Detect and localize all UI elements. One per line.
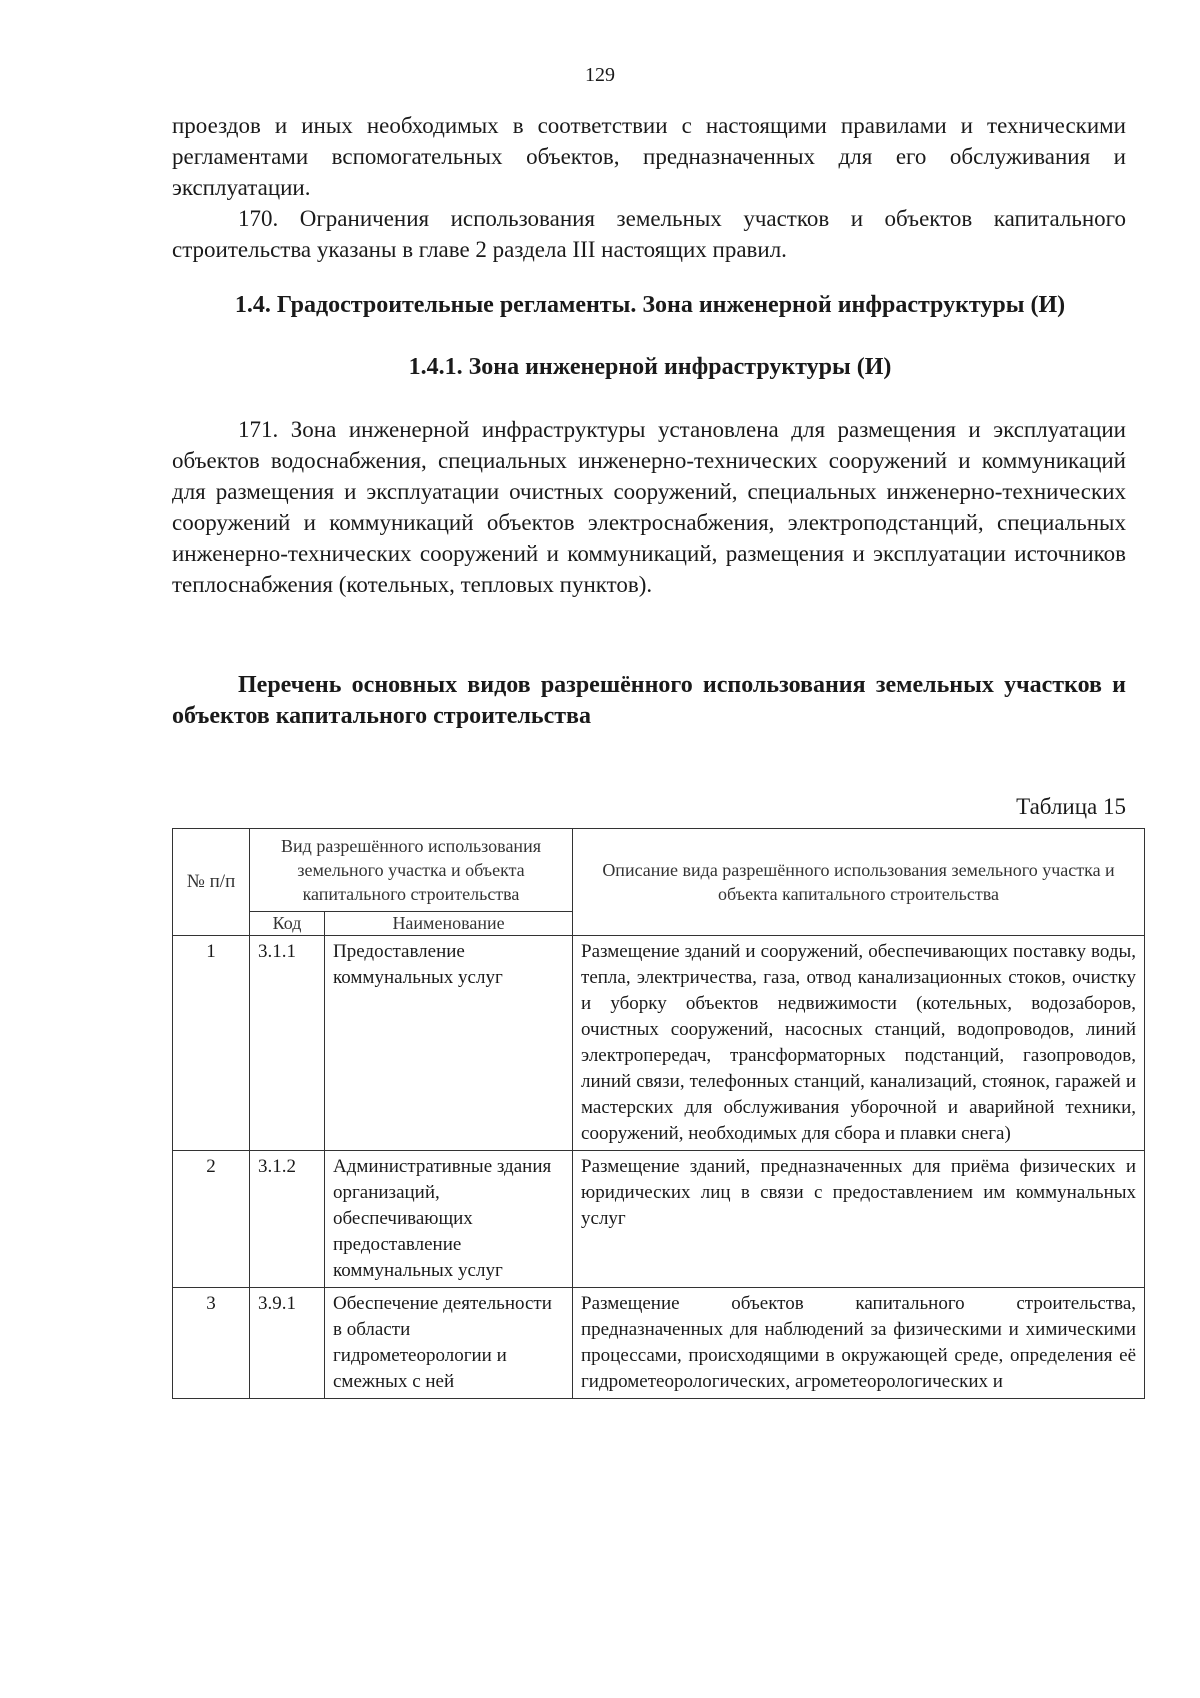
row-code: 3.1.2 — [250, 1151, 325, 1288]
row-code: 3.1.1 — [250, 936, 325, 1151]
row-name: Административные здания организаций, обеспечивающих предоставление коммунальных услуг — [325, 1151, 573, 1288]
row-description: Размещение объектов капитального строительства, предназначенных для наблюдений за физическими и химическими процессами, происходящими в окружающей среде, определения её гидрометеорологических, агрометеорологических и — [573, 1288, 1145, 1399]
table-title: Перечень основных видов разрешённого использования земельных участков и объектов капитального строительства — [172, 672, 1126, 729]
header-description: Описание вида разрешённого использования земельного участка и объекта капитального строительства — [573, 829, 1145, 936]
table-row — [173, 1151, 1145, 1288]
row-description: Размещение зданий, предназначенных для приёма физических и юридических лиц в связи с предоставлением им коммунальных услуг — [573, 1151, 1145, 1288]
table-row — [173, 936, 1145, 1151]
paragraph-continuation: проездов и иных необходимых в соответствии с настоящими правилами и техническими регламентами вспомогательных объектов, предназначенных для его обслуживания и эксплуатации. — [172, 113, 1126, 200]
permitted-use-table — [172, 828, 1145, 1399]
table-row — [173, 1288, 1145, 1399]
table-label: Таблица 15 — [1016, 794, 1126, 819]
row-name: Предоставление коммунальных услуг — [325, 936, 573, 1151]
row-number: 2 — [173, 1151, 250, 1288]
row-name: Обеспечение деятельности в области гидрометеорологии и смежных с ней — [325, 1288, 573, 1399]
subsection-heading: 1.4.1. Зона инженерной инфраструктуры (И) — [408, 354, 892, 380]
header-name: Наименование — [325, 911, 573, 935]
header-number: № п/п — [173, 829, 250, 936]
paragraph-170: 170. Ограничения использования земельных участков и объектов капитального строительства указаны в главе 2 раздела III настоящих правил. — [172, 206, 1126, 262]
row-number: 1 — [173, 936, 250, 1151]
header-code: Код — [250, 911, 325, 935]
row-description: Размещение зданий и сооружений, обеспечивающих поставку воды, тепла, электричества, газа, отвод канализационных стоков, очистку и уборку объектов недвижимости (котельных, водозаборов, очистных сооружений, насосных станций, водопроводов, линий электропередач, трансформаторных подстанций, газопроводов, линий связи, телефонных станций, канализаций, стоянок, гаражей и мастерских для обслуживания уборочной и аварийной техники, сооружений, необходимых для сбора и плавки снега) — [573, 936, 1145, 1151]
paragraph-171: 171. Зона инженерной инфраструктуры установлена для размещения и эксплуатации объектов водоснабжения, специальных инженерно-технических сооружений и коммуникаций для размещения и эксплуатации очистных сооружений, специальных инженерно-технических сооружений и коммуникаций объектов электроснабжения, электроподстанций, специальных инженерно-технических сооружений и коммуникаций, размещения и эксплуатации источников теплоснабжения (котельных, тепловых пунктов). — [172, 417, 1126, 597]
page-number: 129 — [585, 64, 615, 86]
row-code: 3.9.1 — [250, 1288, 325, 1399]
header-use-type: Вид разрешённого использования земельного участка и объекта капитального строительства — [250, 829, 573, 912]
row-number: 3 — [173, 1288, 250, 1399]
section-heading: 1.4. Градостроительные регламенты. Зона инженерной инфраструктуры (И) — [234, 292, 1066, 318]
table-header-row — [173, 829, 1145, 912]
